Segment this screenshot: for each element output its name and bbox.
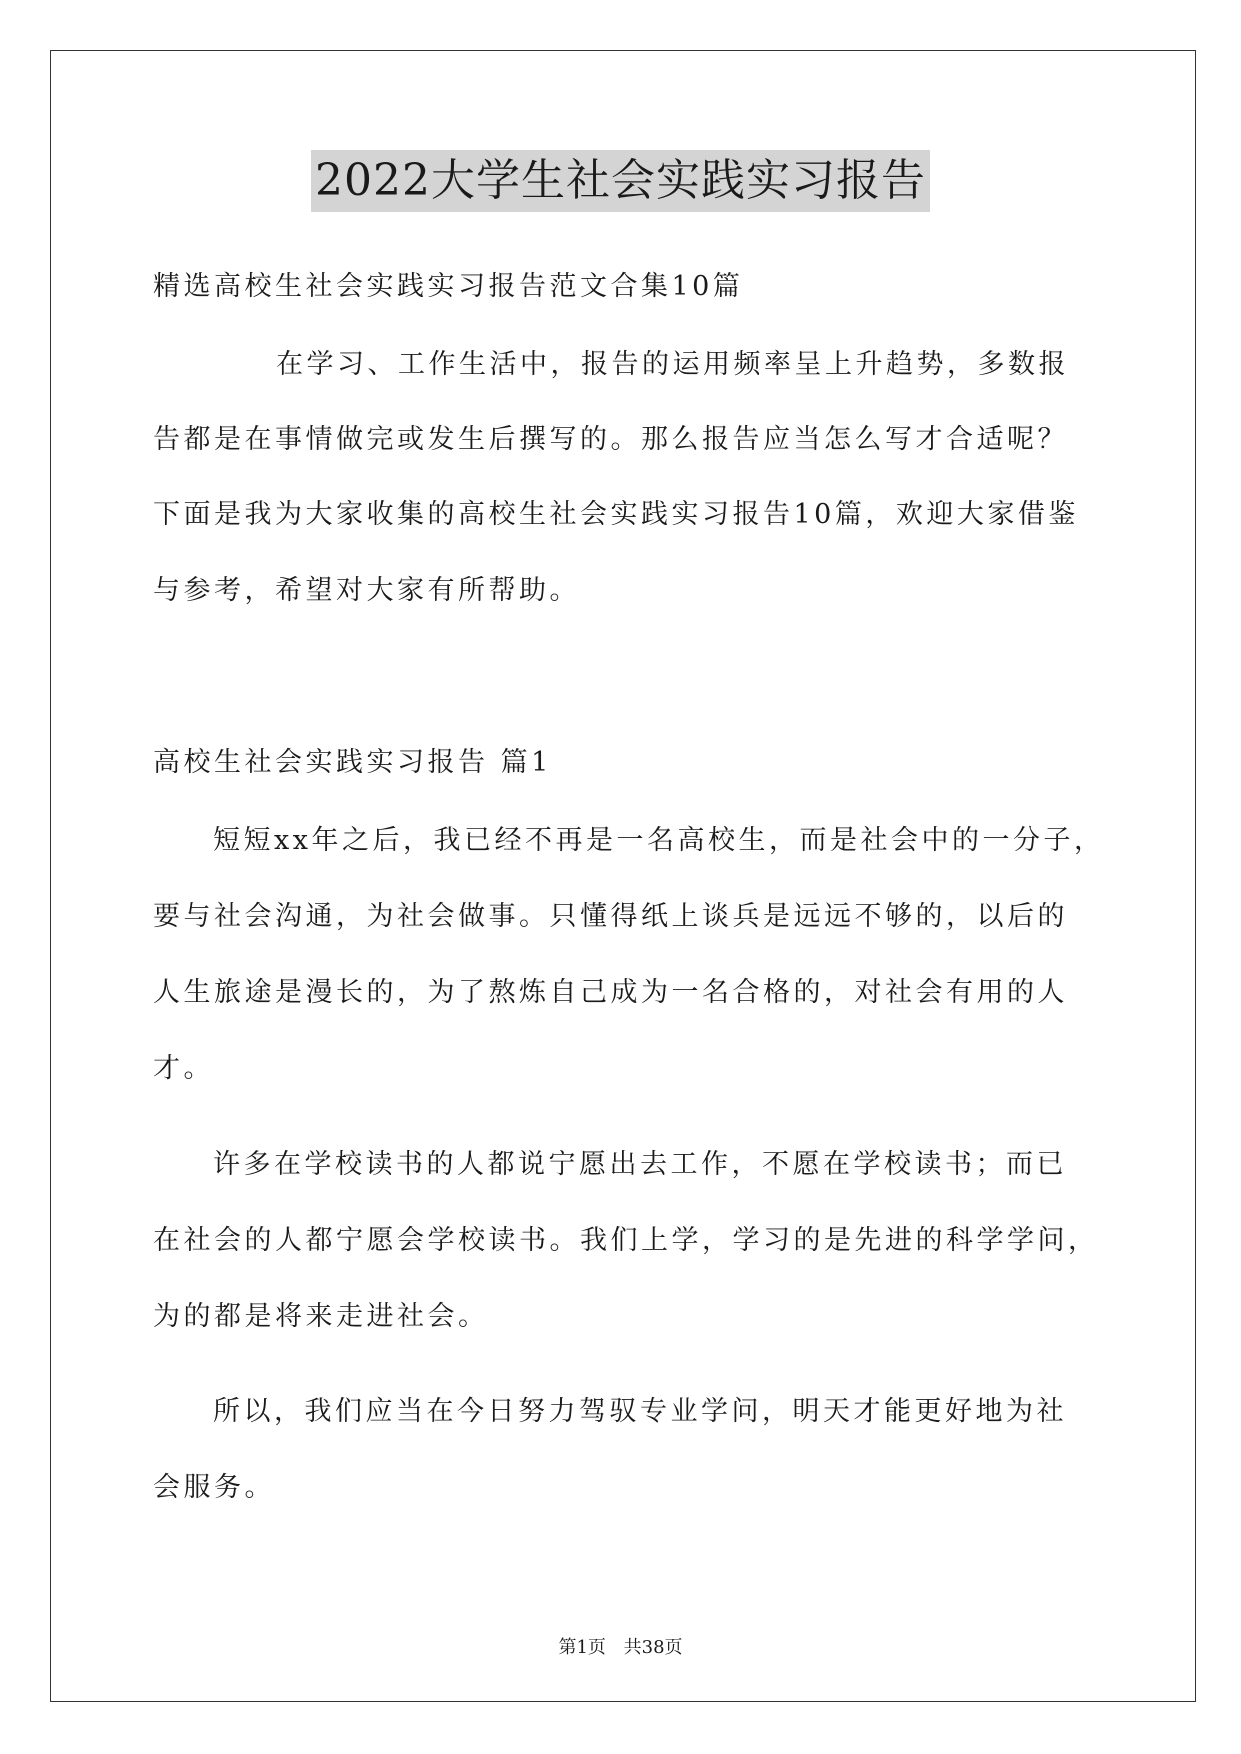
- intro-line: 与参考，希望对大家有所帮助。: [153, 575, 580, 606]
- intro-line: 告都是在事情做完或发生后撰写的。那么报告应当怎么写才合适呢？: [153, 424, 1068, 455]
- title-wrap: [0, 150, 1241, 212]
- paragraph-line: 所以，我们应当在今日努力驾驭专业学问，明天才能更好地为社: [213, 1396, 1067, 1427]
- document-title: 2022大学生社会实践实习报告: [311, 150, 930, 212]
- paragraph-line: 才。: [153, 1053, 214, 1084]
- section-heading: 高校生社会实践实习报告 篇1: [153, 747, 552, 778]
- intro-line: 在学习、工作生活中，报告的运用频率呈上升趋势，多数报: [276, 349, 1069, 380]
- paragraph-line: 为的都是将来走进社会。: [153, 1301, 489, 1332]
- paragraph-line: 会服务。: [153, 1472, 275, 1503]
- paragraph-line: 在社会的人都宁愿会学校读书。我们上学，学习的是先进的科学学问，: [153, 1225, 1099, 1256]
- paragraph-line: 许多在学校读书的人都说宁愿出去工作，不愿在学校读书；而已: [213, 1149, 1067, 1180]
- paragraph-line: 要与社会沟通，为社会做事。只懂得纸上谈兵是远远不够的，以后的: [153, 901, 1068, 932]
- intro-line: 下面是我为大家收集的高校生社会实践实习报告10篇，欢迎大家借鉴: [153, 499, 1079, 530]
- paragraph-line: 短短xx年之后，我已经不再是一名高校生，而是社会中的一分子，: [213, 825, 1105, 856]
- page-footer: [0, 1633, 1241, 1659]
- document-subtitle: 精选高校生社会实践实习报告范文合集10篇: [153, 271, 744, 302]
- page-total: 共38页: [623, 1637, 683, 1658]
- page-number: 第1页: [558, 1637, 606, 1658]
- paragraph-line: 人生旅途是漫长的，为了熬炼自己成为一名合格的，对社会有用的人: [153, 977, 1068, 1008]
